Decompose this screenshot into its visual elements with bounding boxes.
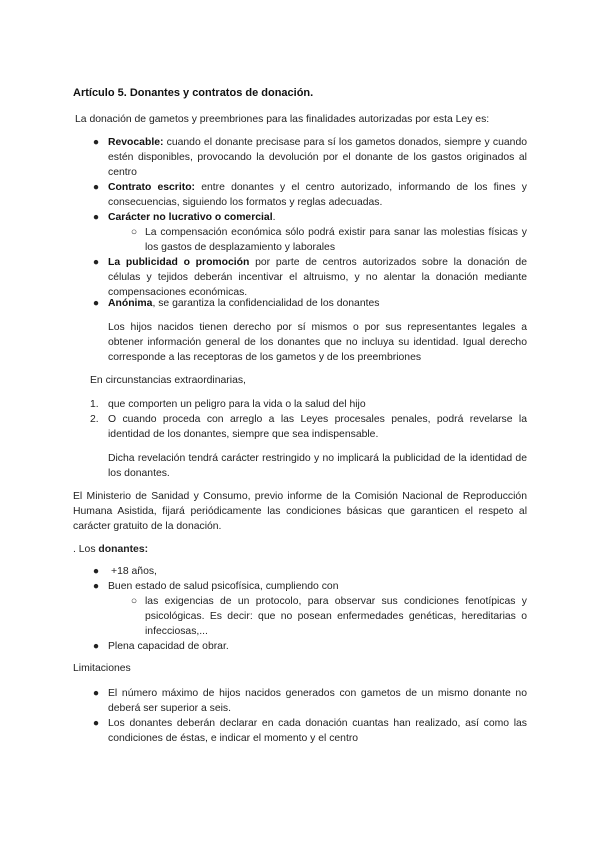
bullet-text: cuando el donante precisase para sí los gametos donados, siempre y cuando estén disponibles, provocando la devolución por el donante de los gastos originados al centro xyxy=(108,137,527,178)
bullet-bold: Revocable: xyxy=(108,137,164,148)
bullet-bold: Anónima xyxy=(108,298,153,309)
bullet-icon: ● xyxy=(92,137,100,148)
bullet-text: entre donantes y el centro autorizado, informando de los fines y consecuencias, siguiendo los formatos y reglas adecuadas. xyxy=(108,182,527,208)
bullet-icon: ● xyxy=(92,182,100,193)
bullet-bold: La publicidad o promoción xyxy=(108,257,250,268)
donantes-bold: donantes: xyxy=(98,544,149,555)
bullet-icon: ● xyxy=(92,641,100,652)
sub-bullet-compensacion: La compensación económica sólo podrá existir para sanar las molestias físicas y los gastos de desplazamiento y laborales xyxy=(145,227,527,253)
bullet-icon: ● xyxy=(92,718,100,729)
bullet-contrato xyxy=(108,180,527,210)
donantes-item: Plena capacidad de obrar. xyxy=(108,641,229,652)
numbered-item-1: que comporten un peligro para la vida o la salud del hijo xyxy=(108,399,366,410)
bullet-icon: ● xyxy=(92,257,100,268)
bullet-icon: ● xyxy=(92,212,100,223)
list-number: 1. xyxy=(90,399,99,410)
bullet-icon: ● xyxy=(92,688,100,699)
list-number: 2. xyxy=(90,414,99,425)
bullet-publicidad xyxy=(108,255,527,300)
paragraph-hijos: Los hijos nacidos tienen derecho por sí mismos o por sus representantes legales a obtener información general de los donantes que no incluya su identidad. Igual derecho corresponde a las receptoras de los gametos y de los preembriones xyxy=(108,322,527,363)
limitaciones-heading: Limitaciones xyxy=(73,663,131,674)
bullet-bold: Contrato escrito: xyxy=(108,182,196,193)
donantes-item: Buen estado de salud psicofísica, cumpliendo con xyxy=(108,581,339,592)
bullet-revocable xyxy=(108,135,527,180)
donantes-item: +18 años, xyxy=(111,566,157,577)
bullet-icon: ● xyxy=(92,581,100,592)
bullet-icon: ● xyxy=(92,298,100,309)
bullet-anonima xyxy=(108,296,527,311)
bullet-text: , se garantiza la confidencialidad de los donantes xyxy=(152,298,380,309)
article-title: Artículo 5. Donantes y contratos de donación. xyxy=(73,87,314,99)
bullet-icon: ● xyxy=(92,566,100,577)
donantes-prefix: . Los xyxy=(73,544,99,555)
donantes-sub-item: las exigencias de un protocolo, para observar sus condiciones fenotípicas y psicológicas. Es decir: que no posean enfermedades genéticas, hereditarias o infecciosas,... xyxy=(145,596,527,637)
limitaciones-item-2: Los donantes deberán declarar en cada donación cuantas han realizado, así como las condiciones de éstas, e indicar el momento y el centro xyxy=(108,718,527,744)
bullet-bold: Carácter no lucrativo o comercial xyxy=(108,212,273,223)
donantes-heading xyxy=(73,542,148,557)
paragraph-revelacion: Dicha revelación tendrá carácter restringido y no implicará la publicidad de la identidad de los donantes. xyxy=(108,453,527,479)
sub-bullet-icon: ○ xyxy=(130,596,138,607)
bullet-lucro xyxy=(108,210,527,225)
bullet-text: . xyxy=(272,212,276,223)
sub-bullet-icon: ○ xyxy=(130,227,138,238)
numbered-item-2: O cuando proceda con arreglo a las Leyes procesales penales, podrá revelarse la identidad de los donantes, siempre que sea indispensable. xyxy=(108,414,527,440)
paragraph-ministerio: El Ministerio de Sanidad y Consumo, previo informe de la Comisión Nacional de Reproducción Humana Asistida, fijará periódicamente las condiciones básicas que garanticen el respeto al carácter gratuito de la donación. xyxy=(73,491,527,532)
paragraph-circunstancias: En circunstancias extraordinarias, xyxy=(90,375,246,386)
limitaciones-item-1: El número máximo de hijos nacidos generados con gametos de un mismo donante no deberá ser superior a seis. xyxy=(108,688,527,714)
bullet-text: por parte de centros autorizados sobre la donación de células y tejidos deberán incentivar el altruismo, y no alentar la donación mediante compensaciones económicas. xyxy=(108,257,527,298)
intro-text: La donación de gametos y preembriones para las finalidades autorizadas por esta Ley es: xyxy=(75,114,490,125)
